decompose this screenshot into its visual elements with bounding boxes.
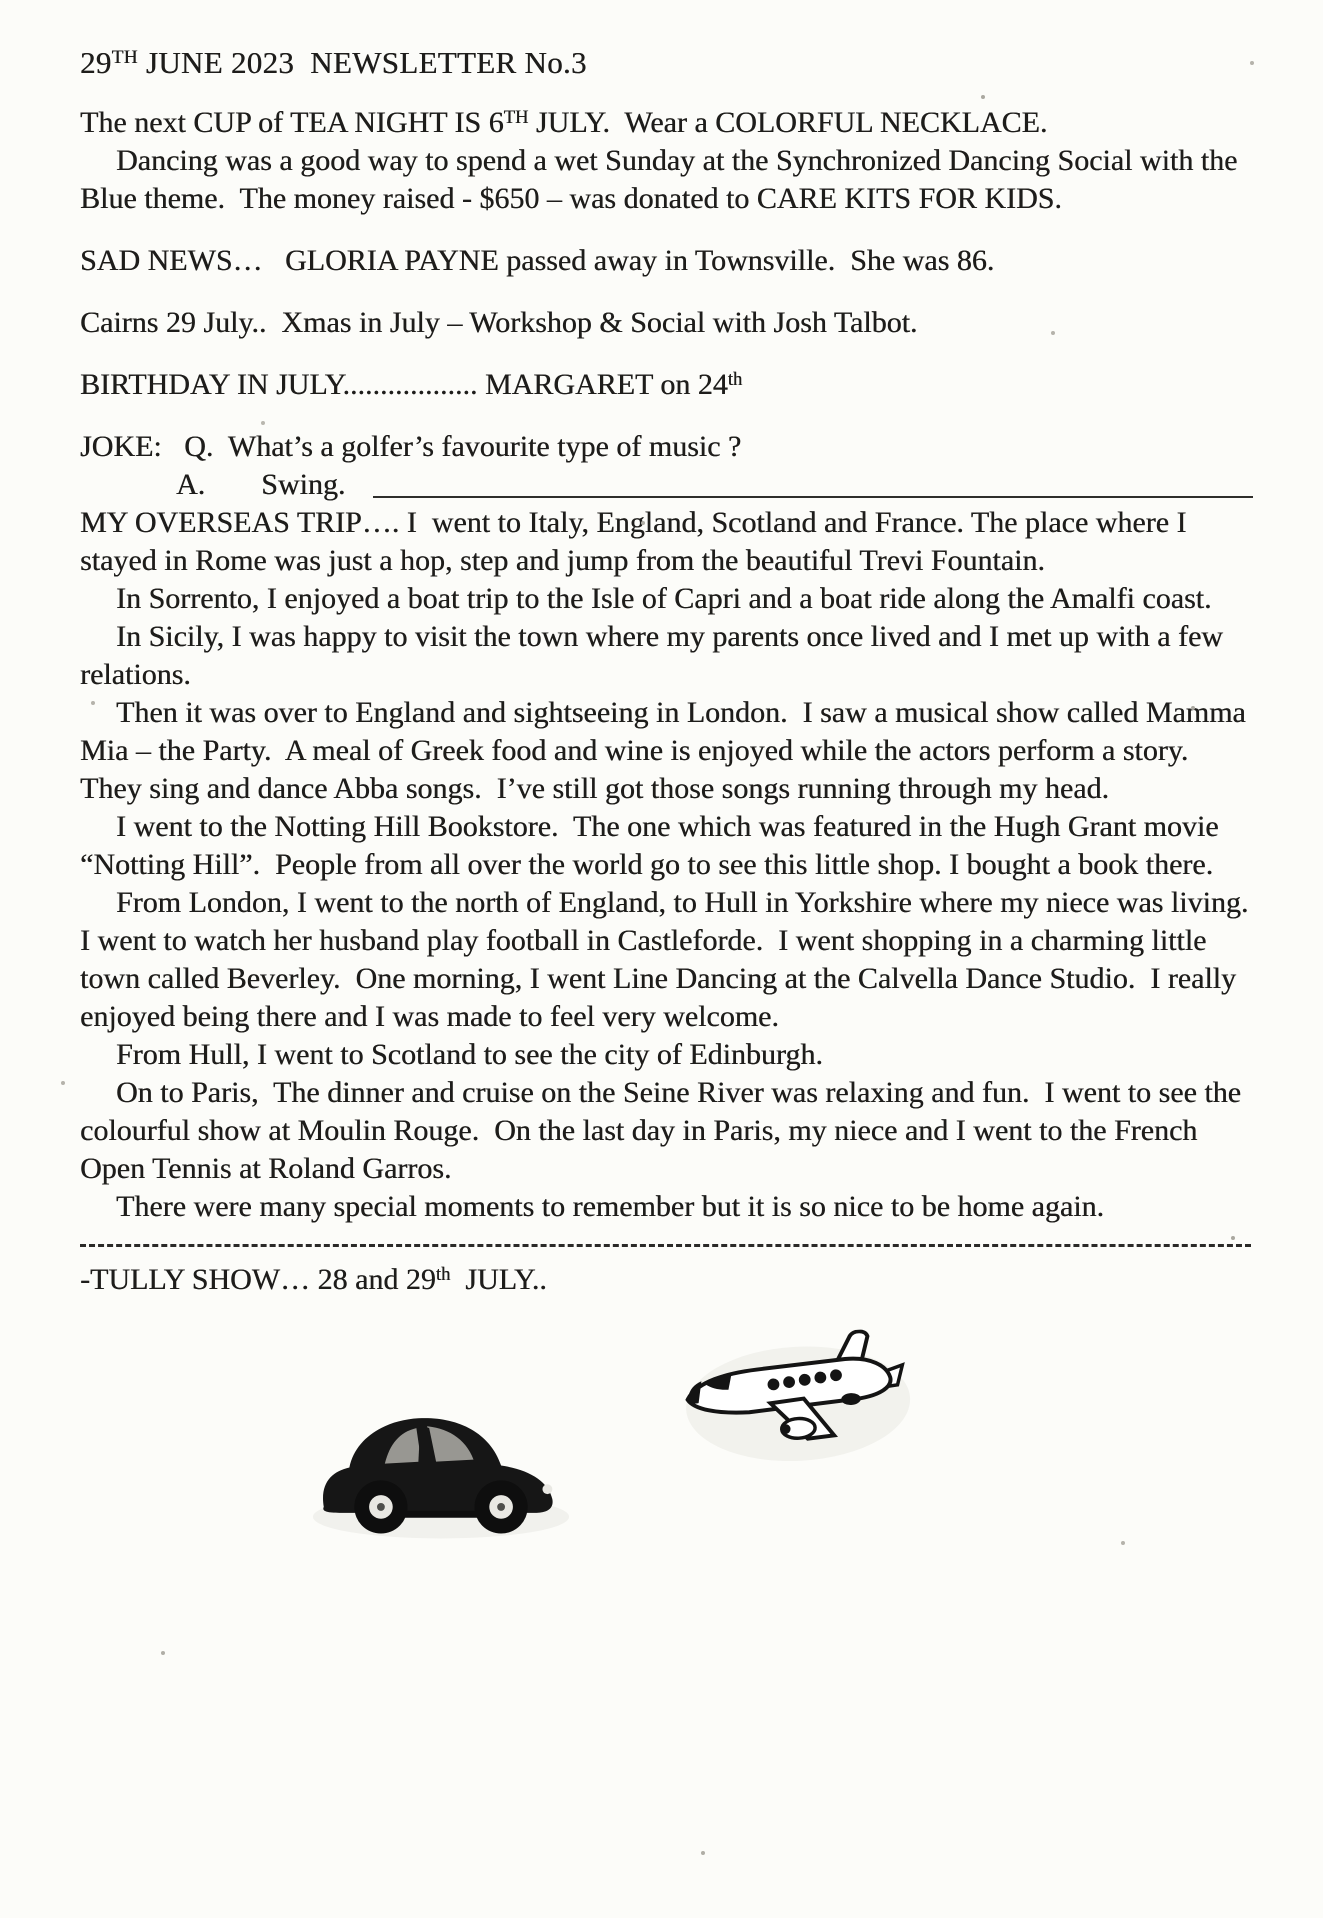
trip-paragraph-hull: From London, I went to the north of England, to Hull in Yorkshire where my niece was living. I went to watch her husband play football in Castleforde. I went shopping in a charming little town called Beverley. One morning, I went Line Dancing at the Calvella Dance Studio. I really enjoyed being there and I was made to feel very welcome. — [80, 886, 1264, 1033]
tea-night-ordinal-superscript: TH — [503, 106, 529, 128]
scan-speckles — [0, 0, 2, 2]
trip-paragraph-london: Then it was over to England and sightseeing in London. I saw a musical show called Mamma Mia – the Party. A meal of Greek food and wine is enjoyed while the actors perform a story. They sing and dance Abba songs. I’ve still got those songs running through my head. — [80, 696, 1254, 805]
trip-paragraph-paris: On to Paris, The dinner and cruise on the Seine River was relaxing and fun. I went to see the colourful show at Moulin Rouge. On the last day in Paris, my niece and I went to the French Open Tennis at Roland Garros. — [80, 1076, 1249, 1185]
trip-paragraph-intro: MY OVERSEAS TRIP…. I went to Italy, England, Scotland and France. The place where I stayed in Rome was just a hop, step and jump from the beautiful Trevi Fountain. — [80, 506, 1194, 577]
trip-paragraph-sorrento: In Sorrento, I enjoyed a boat trip to the Isle of Capri and a boat ride along the Amalfi coast. — [116, 582, 1212, 615]
tea-night-line — [80, 104, 1253, 142]
tully-show-pre: -TULLY SHOW… 28 and 29 — [80, 1263, 436, 1296]
trip-paragraph-closing: There were many special moments to remember but it is so nice to be home again. — [116, 1190, 1105, 1223]
clipart-area — [80, 1305, 1253, 1705]
dashed-divider — [80, 1244, 1251, 1247]
joke-answer-label: A. — [176, 468, 206, 501]
joke-section-underline — [373, 466, 1253, 498]
birthday-text: BIRTHDAY IN JULY.................. MARGARET on 24 — [80, 368, 728, 401]
cairns-line: Cairns 29 July.. Xmas in July – Workshop & Social with Josh Talbot. — [80, 306, 918, 339]
trip-paragraph-notting-hill: I went to the Notting Hill Bookstore. The one which was featured in the Hugh Grant movie “Notting Hill”. People from all over the world go to see this little shop. I bought a book there. — [80, 810, 1227, 881]
joke-answer-text: Swing. — [261, 468, 346, 501]
newsletter-title — [80, 44, 1253, 82]
car-clipart-icon — [308, 1369, 574, 1546]
tully-show-post: JULY.. — [450, 1263, 547, 1296]
birthday-ordinal-superscript: th — [727, 368, 743, 390]
dancing-social-paragraph: Dancing was a good way to spend a wet Sunday at the Synchronized Dancing Social with the Blue theme. The money raised - $650 – was donated to CARE KITS FOR KIDS. — [80, 144, 1245, 215]
trip-paragraph-edinburgh: From Hull, I went to Scotland to see the city of Edinburgh. — [116, 1038, 823, 1071]
tea-night-post: JULY. Wear a COLORFUL NECKLACE. — [528, 106, 1048, 139]
title-date: 29 — [80, 45, 112, 80]
title-ordinal-superscript: TH — [111, 47, 138, 69]
joke-answer-line — [80, 466, 1253, 504]
joke-question-line: JOKE: Q. What’s a golfer’s favourite type of music ? — [80, 430, 742, 463]
title-rest: JUNE 2023 NEWSLETTER No.3 — [137, 45, 587, 80]
trip-paragraph-sicily: In Sicily, I was happy to visit the town where my parents once lived and I met up with a few relations. — [80, 620, 1231, 691]
birthday-line — [80, 366, 1253, 404]
tully-show-line — [80, 1261, 1253, 1299]
airplane-clipart-icon — [677, 1327, 920, 1477]
tully-ordinal-superscript: th — [435, 1263, 451, 1285]
tea-night-pre: The next CUP of TEA NIGHT IS 6 — [80, 106, 504, 139]
sad-news-line: SAD NEWS… GLORIA PAYNE passed away in Townsville. She was 86. — [80, 244, 995, 277]
